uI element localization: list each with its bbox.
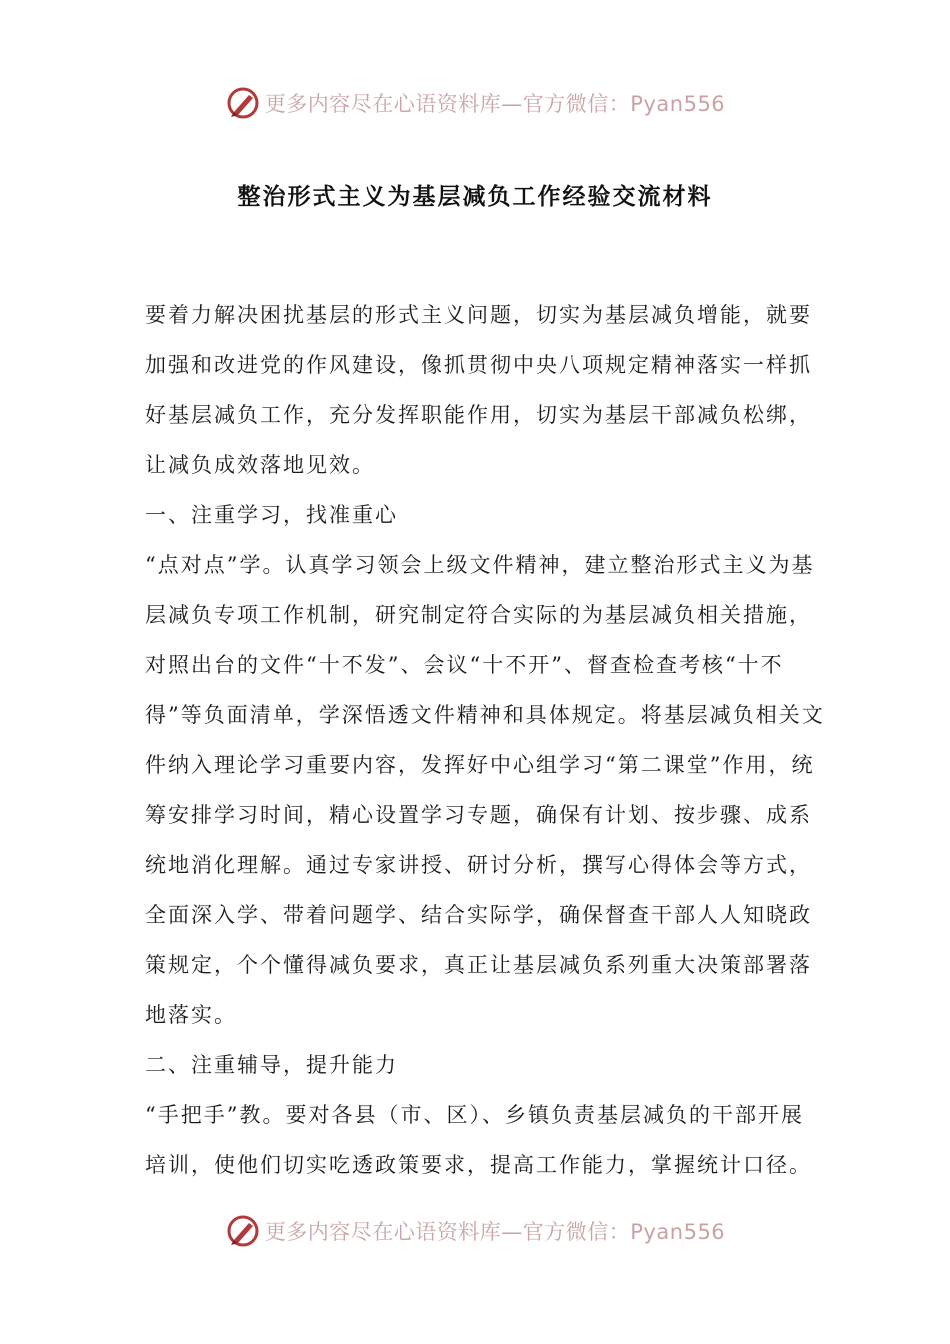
banner-text: 更多内容尽在心语资料库—官方微信：Pyan556 (264, 1220, 726, 1244)
top-banner (0, 83, 950, 123)
pen-circle-logo-icon (225, 1213, 261, 1249)
pen-circle-logo-icon (225, 85, 261, 121)
banner-text: 更多内容尽在心语资料库—官方微信：Pyan556 (264, 92, 726, 116)
section-2-paragraph: “手把手”教。要对各县（市、区）、乡镇负责基层减负的干部开展培训，使他们切实吃透政策要求，提高工作能力，掌握统计口径。 (145, 1103, 812, 1177)
document-title: 整治形式主义为基层减负工作经验交流材料 (237, 184, 713, 210)
bottom-banner (0, 1211, 950, 1251)
section-1-paragraph: “点对点”学。认真学习领会上级文件精神，建立整治形式主义为基层减负专项工作机制，研究制定符合实际的为基层减负相关措施，对照出台的文件“十不发”、会议“十不开”、督查检查考核“十不得”等负面清单，学深悟透文件精神和具体规定。将基层减负相关文件纳入理论学习重要内容，发挥好中心组学习“第二课堂”作用，统筹安排学习时间，精心设置学习专题，确保有计划、按步骤、成系统地消化理解。通过专家讲授、研讨分析，撰写心得体会等方式，全面深入学、带着问题学、结合实际学，确保督查干部人人知晓政策规定，个个懂得减负要求，真正让基层减负系列重大决策部署落地落实。 (145, 553, 825, 1027)
section-heading-1: 一、注重学习，找准重心 (145, 503, 398, 527)
intro-paragraph: 要着力解决困扰基层的形式主义问题，切实为基层减负增能，就要加强和改进党的作风建设，像抓贯彻中央八项规定精神落实一样抓好基层减负工作，充分发挥职能作用，切实为基层干部减负松绑，让减负成效落地见效。 (145, 303, 812, 477)
document-body (145, 290, 825, 1190)
section-heading-2: 二、注重辅导，提升能力 (145, 1053, 398, 1077)
